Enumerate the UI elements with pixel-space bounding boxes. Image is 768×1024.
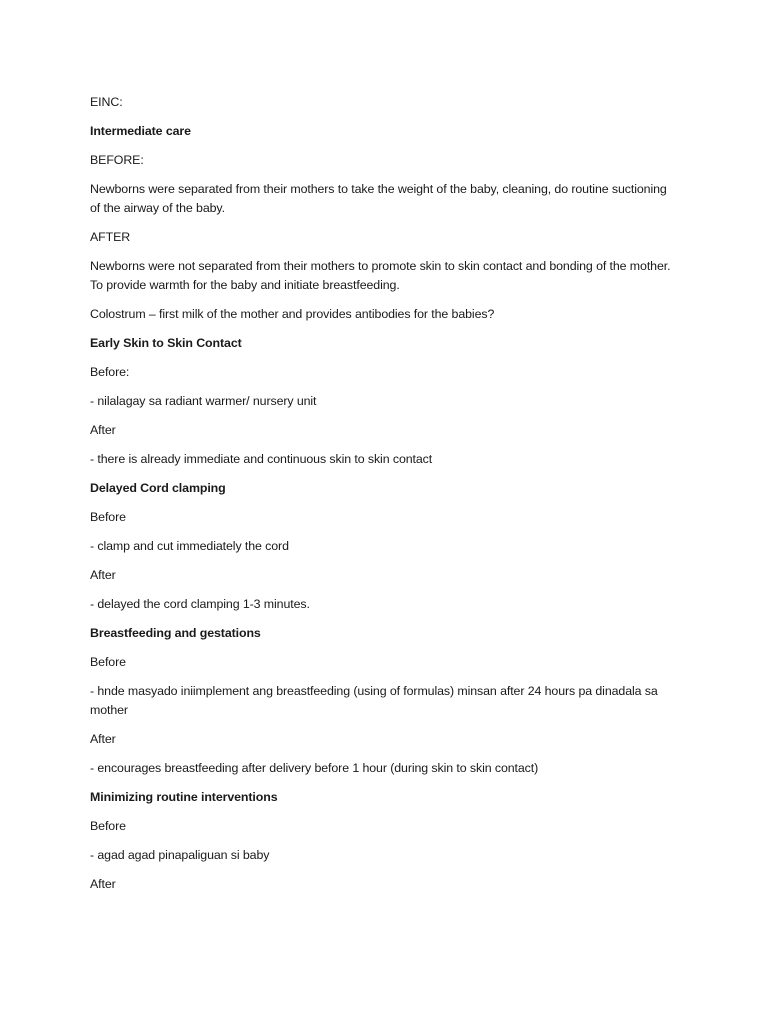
bullet-text: - clamp and cut immediately the cord (90, 539, 289, 553)
body-text: Newborns were not separated from their mothers to promote skin to skin contact and bonding of the mother. To provide warmth for the baby and initiate breastfeeding. (90, 259, 671, 292)
section-label-einc: EINC: (90, 95, 123, 109)
bullet-text: - hnde masyado iniimplement ang breastfeeding (using of formulas) minsan after 24 hours pa dinadala sa mother (90, 684, 658, 717)
document-body (90, 93, 680, 904)
label-after: After (90, 423, 116, 437)
label-after: AFTER (90, 230, 131, 244)
heading-breastfeeding: Breastfeeding and gestations (90, 626, 261, 640)
body-text: Newborns were separated from their mothers to take the weight of the baby, cleaning, do routine suctioning of the airway of the baby. (90, 182, 667, 215)
label-after: After (90, 568, 116, 582)
heading-delayed-cord-clamping: Delayed Cord clamping (90, 481, 226, 495)
label-before: Before (90, 655, 126, 669)
bullet-text: - encourages breastfeeding after delivery before 1 hour (during skin to skin contact) (90, 761, 539, 775)
heading-intermediate-care: Intermediate care (90, 124, 191, 138)
label-before: BEFORE: (90, 153, 144, 167)
heading-minimizing-interventions: Minimizing routine interventions (90, 790, 278, 804)
bullet-text: - there is already immediate and continuous skin to skin contact (90, 452, 433, 466)
bullet-text: - delayed the cord clamping 1-3 minutes. (90, 597, 310, 611)
bullet-text: - agad agad pinapaliguan si baby (90, 848, 270, 862)
label-before: Before (90, 510, 126, 524)
label-after: After (90, 877, 116, 891)
bullet-text: - nilalagay sa radiant warmer/ nursery unit (90, 394, 317, 408)
label-before: Before (90, 819, 126, 833)
heading-early-skin-to-skin: Early Skin to Skin Contact (90, 336, 242, 350)
body-text: Colostrum – first milk of the mother and provides antibodies for the babies? (90, 307, 495, 321)
label-before: Before: (90, 365, 130, 379)
label-after: After (90, 732, 116, 746)
